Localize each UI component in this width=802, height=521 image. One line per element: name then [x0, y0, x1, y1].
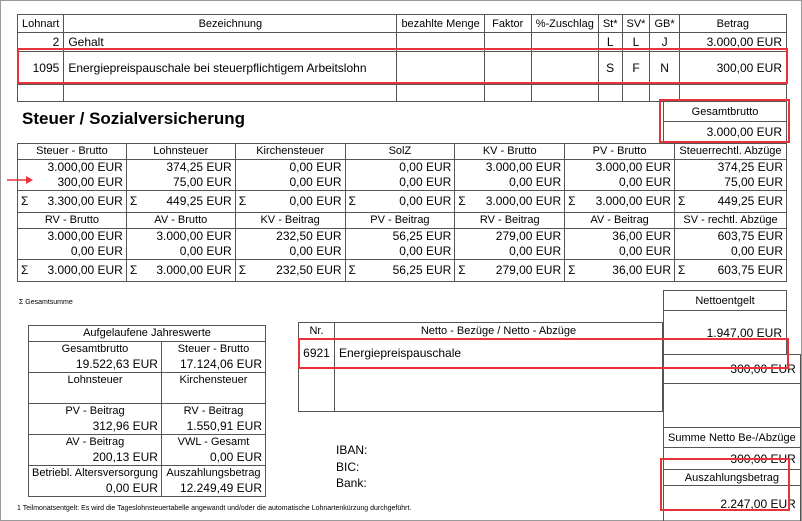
lohnart-nr: 1095	[18, 52, 64, 85]
lohnarten-table	[17, 14, 787, 102]
tax-sum-cell	[674, 191, 786, 213]
sigma-symbol: Σ	[458, 194, 466, 208]
tax-header-cell: Kirchensteuer	[235, 144, 345, 160]
netto-nr: 6921	[299, 339, 335, 368]
netto-title: Netto - Bezüge / Netto - Abzüge	[334, 323, 662, 339]
auszahlung-label: Auszahlungsbetrag	[664, 470, 801, 486]
tax-sum-cell	[674, 260, 786, 282]
jahr-label: Betriebl. Altersversorgung	[29, 465, 162, 481]
tax-header-cell: KV - Beitrag	[235, 213, 345, 229]
tax-value-cell: 0,00 EUR	[565, 175, 675, 191]
lohnart-bez: Energiepreispauschale bei steuerpflichtigem Arbeitslohn	[64, 52, 397, 85]
tax-sum-value: 0,00 EUR	[399, 194, 452, 208]
tax-sum-cell	[126, 191, 235, 213]
col-sv: SV*	[622, 15, 650, 33]
col-betrag: Betrag	[679, 15, 786, 33]
netto-bezuege-table	[298, 322, 663, 412]
tax-value-cell: 0,00 EUR	[455, 175, 565, 191]
table-row	[18, 160, 787, 176]
tax-value-cell: 0,00 EUR	[126, 244, 235, 260]
tax-sum-cell	[345, 191, 455, 213]
nettoentgelt-label: Nettoentgelt	[664, 291, 787, 311]
jahr-label: VWL - Gesamt	[161, 434, 265, 450]
tax-value-cell: 75,00 EUR	[126, 175, 235, 191]
iban-label: IBAN:	[336, 443, 368, 457]
jahreswerte-table	[28, 325, 266, 497]
sum-row	[18, 191, 787, 213]
bank-label: Bank:	[336, 476, 367, 490]
section-title: Steuer / Sozialversicherung	[22, 109, 245, 128]
lohnart-sv: L	[622, 33, 650, 52]
tax-header-cell: AV - Beitrag	[565, 213, 675, 229]
tax-value-cell: 0,00 EUR	[455, 244, 565, 260]
tax-value-cell: 603,75 EUR	[674, 229, 786, 245]
sigma-symbol: Σ	[21, 263, 29, 277]
tax-sum-cell	[18, 260, 127, 282]
tax-sum-value: 279,00 EUR	[495, 263, 562, 277]
sigma-symbol: Σ	[458, 263, 466, 277]
jahr-value: 19.522,63 EUR	[29, 357, 162, 373]
tax-value-cell: 0,00 EUR	[345, 244, 455, 260]
sigma-symbol: Σ	[568, 194, 576, 208]
jahr-label-row	[29, 403, 266, 419]
jahr-value-row	[29, 419, 266, 435]
col-bezeichnung: Bezeichnung	[64, 15, 397, 33]
tax-sum-cell	[565, 260, 675, 282]
jahr-value: 0,00 EUR	[29, 481, 162, 497]
tax-header-cell: PV - Brutto	[565, 144, 675, 160]
jahr-label: Kirchensteuer	[161, 373, 265, 389]
tax-value-cell: 0,00 EUR	[674, 244, 786, 260]
lohnart-sv: F	[622, 52, 650, 85]
jahr-label: AV - Beitrag	[29, 434, 162, 450]
gesamtbrutto-label: Gesamtbrutto	[664, 102, 787, 122]
gesamtsumme-note: Σ Gesamtsumme	[19, 299, 73, 306]
tax-header-cell: AV - Brutto	[126, 213, 235, 229]
netto-bez: Energiepreispauschale	[334, 339, 662, 368]
tax-value-cell: 3.000,00 EUR	[18, 229, 127, 245]
lohnart-nr: 2	[18, 33, 64, 52]
tax-header-cell: Steuer - Brutto	[18, 144, 127, 160]
tax-sum-value: 36,00 EUR	[612, 263, 671, 277]
jahr-label-row	[29, 342, 266, 358]
tax-sum-cell	[235, 260, 345, 282]
jahreswerte-title: Aufgelaufene Jahreswerte	[29, 326, 266, 342]
tax-value-cell: 3.000,00 EUR	[126, 229, 235, 245]
jahr-label: Auszahlungsbetrag	[161, 465, 265, 481]
col-faktor: Faktor	[484, 15, 531, 33]
jahr-value-row	[29, 388, 266, 403]
lohnart-gb: N	[650, 52, 679, 85]
tax-value-cell: 3.000,00 EUR	[455, 160, 565, 176]
col-zuschlag: %-Zuschlag	[531, 15, 598, 33]
summe-netto-value: 300,00 EUR	[664, 448, 801, 470]
tax-sum-value: 3.300,00 EUR	[47, 194, 123, 208]
tax-sum-value: 449,25 EUR	[166, 194, 232, 208]
tax-sum-cell	[345, 260, 455, 282]
tax-value-cell: 0,00 EUR	[565, 244, 675, 260]
nettoentgelt-box	[663, 290, 787, 355]
tax-header-cell: RV - Brutto	[18, 213, 127, 229]
table-header-row	[18, 144, 787, 160]
tax-value-cell: 3.000,00 EUR	[18, 160, 127, 176]
tax-sum-value: 3.000,00 EUR	[47, 263, 123, 277]
tax-header-cell: SV - rechtl. Abzüge	[674, 213, 786, 229]
jahr-label: PV - Beitrag	[29, 403, 162, 419]
netto-nr-header: Nr.	[299, 323, 335, 339]
tax-header-cell: RV - Beitrag	[455, 213, 565, 229]
col-lohnart: Lohnart	[18, 15, 64, 33]
jahr-value: 12.249,49 EUR	[161, 481, 265, 497]
bic-label: BIC:	[336, 460, 360, 474]
col-st: St*	[598, 15, 622, 33]
red-arrow-icon	[6, 175, 34, 185]
lohnart-betrag: 3.000,00 EUR	[679, 33, 786, 52]
tax-sum-value: 3.000,00 EUR	[595, 194, 671, 208]
table-row	[18, 175, 787, 191]
jahr-label-row	[29, 434, 266, 450]
lohnart-gb: J	[650, 33, 679, 52]
tax-value-cell: 56,25 EUR	[345, 229, 455, 245]
sigma-symbol: Σ	[129, 194, 138, 208]
jahr-label: Steuer - Brutto	[161, 342, 265, 358]
tax-sum-value: 603,75 EUR	[717, 263, 783, 277]
lohnart-st: S	[598, 52, 622, 85]
jahr-label: Lohnsteuer	[29, 373, 162, 389]
jahr-value: 312,96 EUR	[29, 419, 162, 435]
nettoentgelt-value: 1.947,00 EUR	[664, 311, 787, 355]
jahr-value-row	[29, 450, 266, 466]
table-row	[18, 85, 787, 102]
sigma-symbol: Σ	[21, 194, 29, 208]
table-row	[18, 52, 787, 85]
lohnart-betrag: 300,00 EUR	[679, 52, 786, 85]
tax-value-cell: 0,00 EUR	[235, 160, 345, 176]
table-row	[299, 339, 663, 368]
sigma-symbol: Σ	[677, 263, 686, 277]
col-menge: bezahlte Menge	[397, 15, 484, 33]
jahr-value-row	[29, 357, 266, 373]
tax-header-cell: SolZ	[345, 144, 455, 160]
tax-value-cell: 3.000,00 EUR	[565, 160, 675, 176]
tax-sum-value: 232,50 EUR	[276, 263, 342, 277]
tax-value-cell: 75,00 EUR	[674, 175, 786, 191]
tax-sum-cell	[455, 260, 565, 282]
col-gb: GB*	[650, 15, 679, 33]
tax-sum-cell	[455, 191, 565, 213]
tax-value-cell: 374,25 EUR	[126, 160, 235, 176]
jahr-value: 200,13 EUR	[29, 450, 162, 466]
table-row	[18, 33, 787, 52]
tax-value-cell: 374,25 EUR	[674, 160, 786, 176]
tax-sum-value: 56,25 EUR	[392, 263, 452, 277]
sigma-symbol: Σ	[348, 194, 356, 208]
tax-header-cell: KV - Brutto	[455, 144, 565, 160]
tax-sum-value: 3.000,00 EUR	[156, 263, 232, 277]
tax-header-cell: Steuerrechtl. Abzüge	[674, 144, 786, 160]
jahr-value: 1.550,91 EUR	[161, 419, 265, 435]
tax-value-cell: 232,50 EUR	[235, 229, 345, 245]
lohnarten-header	[18, 15, 787, 33]
table-header-row	[18, 213, 787, 229]
sigma-symbol: Σ	[348, 263, 356, 277]
tax-header-cell: PV - Beitrag	[345, 213, 455, 229]
tax-value-cell: 0,00 EUR	[345, 160, 455, 176]
sigma-symbol: Σ	[238, 194, 247, 208]
tax-sum-cell	[565, 191, 675, 213]
tax-sum-value: 449,25 EUR	[717, 194, 783, 208]
tax-value-cell: 0,00 EUR	[235, 175, 345, 191]
jahr-value	[161, 388, 265, 403]
tax-sum-cell	[126, 260, 235, 282]
jahr-label: RV - Beitrag	[161, 403, 265, 419]
sigma-symbol: Σ	[129, 263, 138, 277]
footnote: 1 Teilmonatsentgelt: Es wird die Tageslohnsteuertabelle angewandt und/oder die automatische Lohnartenkürzung durchgeführt.	[17, 505, 412, 512]
tax-sum-cell	[235, 191, 345, 213]
sum-row	[18, 260, 787, 282]
tax-sum-cell	[18, 191, 127, 213]
netto-betrag-column	[663, 354, 801, 521]
tax-value-cell: 279,00 EUR	[455, 229, 565, 245]
tax-sum-value: 0,00 EUR	[289, 194, 342, 208]
jahr-value-row	[29, 481, 266, 497]
summe-netto-label: Summe Netto Be-/Abzüge	[664, 428, 801, 448]
tax-value-cell: 300,00 EUR	[18, 175, 127, 191]
sigma-symbol: Σ	[677, 194, 686, 208]
sigma-symbol: Σ	[568, 263, 576, 277]
jahr-value	[29, 388, 162, 403]
table-row	[18, 229, 787, 245]
gesamtbrutto-value: 3.000,00 EUR	[664, 122, 787, 142]
tax-value-cell: 0,00 EUR	[345, 175, 455, 191]
jahr-label-row	[29, 373, 266, 389]
jahr-value: 17.124,06 EUR	[161, 357, 265, 373]
tax-value-cell: 0,00 EUR	[18, 244, 127, 260]
table-row	[18, 244, 787, 260]
lohnart-bez: Gehalt	[64, 33, 397, 52]
auszahlung-value: 2.247,00 EUR	[664, 486, 801, 521]
jahr-value: 0,00 EUR	[161, 450, 265, 466]
tax-header-cell: Lohnsteuer	[126, 144, 235, 160]
jahr-label: Gesamtbrutto	[29, 342, 162, 358]
lohnart-st: L	[598, 33, 622, 52]
tax-value-cell: 36,00 EUR	[565, 229, 675, 245]
tax-sum-value: 3.000,00 EUR	[485, 194, 562, 208]
tax-value-cell: 0,00 EUR	[235, 244, 345, 260]
netto-betrag: 300,00 EUR	[664, 355, 801, 384]
gesamtbrutto-box	[663, 101, 787, 142]
steuer-sv-table	[17, 143, 787, 282]
sigma-symbol: Σ	[238, 263, 247, 277]
jahr-label-row	[29, 465, 266, 481]
